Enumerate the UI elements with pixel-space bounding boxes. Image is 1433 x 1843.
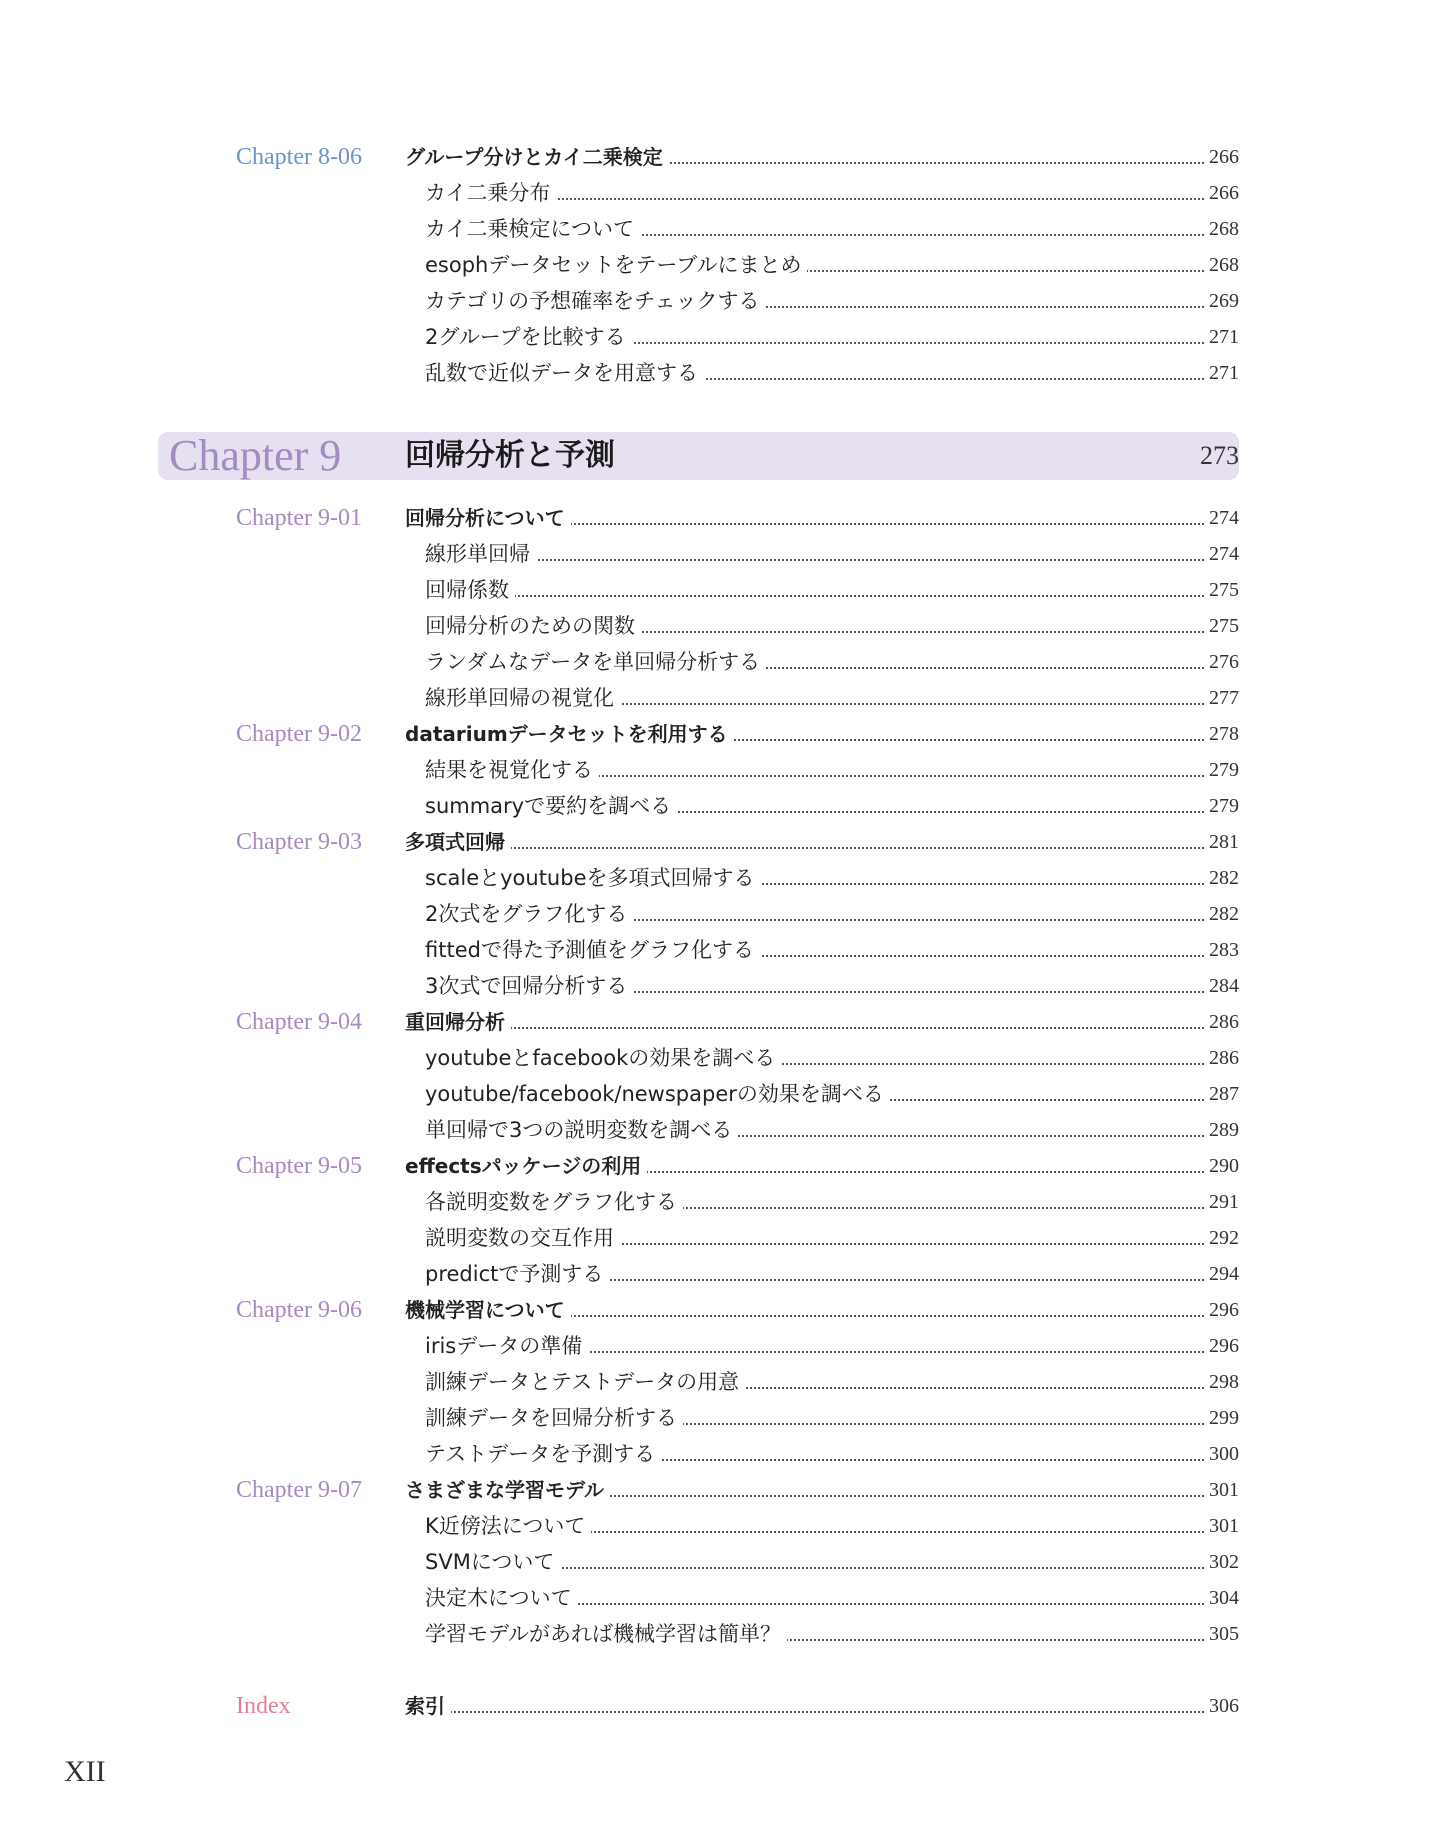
toc-entry: [0, 142, 1433, 172]
toc-entry: [0, 322, 1433, 352]
toc-subsection-title: scaleとyoutubeを多項式回帰する: [425, 863, 761, 893]
toc-subsection-title: 各説明変数をグラフ化する: [425, 1187, 683, 1217]
toc-entry: [0, 1547, 1433, 1577]
toc-entry: [0, 250, 1433, 280]
toc-page-number: 266: [1205, 142, 1239, 172]
toc-entry: [0, 755, 1433, 785]
toc-entry: [0, 1043, 1433, 1073]
toc-entry: [0, 935, 1433, 965]
toc-subsection-title: youtubeとfacebookの効果を調べる: [425, 1043, 781, 1073]
toc-subsection-title: 単回帰で3つの説明変数を調べる: [425, 1115, 738, 1145]
toc-page-number: 279: [1205, 791, 1239, 821]
toc-subsection-title: カイ二乗分布: [425, 178, 556, 208]
toc-section-title: effectsパッケージの利用: [405, 1151, 647, 1181]
toc-leader: [410, 847, 1228, 849]
toc-page-number: 286: [1205, 1007, 1239, 1037]
toc-entry: [0, 1511, 1433, 1541]
toc-page-number: 271: [1205, 322, 1239, 352]
toc-section-code: Chapter 9-01: [236, 505, 362, 531]
toc-entry: [0, 971, 1433, 1001]
toc-subsection-title: 学習モデルがあれば機械学習は簡単？: [425, 1619, 787, 1649]
toc-section-code: Chapter 9-07: [236, 1477, 362, 1503]
toc-page-number: 294: [1205, 1259, 1239, 1289]
toc-page-number: 279: [1205, 755, 1239, 785]
toc-section-title: 多項式回帰: [405, 827, 511, 857]
toc-subsection-title: irisデータの準備: [425, 1331, 588, 1361]
toc-entry: [0, 863, 1433, 893]
toc-entry: [0, 827, 1433, 857]
toc-entry: [0, 1691, 1433, 1721]
toc-page-number: 271: [1205, 358, 1239, 388]
toc-section-code: Chapter 9-05: [236, 1153, 362, 1179]
toc-subsection-title: 訓練データを回帰分析する: [425, 1403, 683, 1433]
toc-entry: [0, 1331, 1433, 1361]
toc-entry: [0, 1367, 1433, 1397]
toc-section-title: 索引: [405, 1691, 451, 1721]
toc-page-number: 274: [1205, 539, 1239, 569]
toc-entry: [0, 503, 1433, 533]
chapter-banner-title: 回帰分析と予測: [405, 438, 615, 473]
toc-section-title: 重回帰分析: [405, 1007, 511, 1037]
toc-page-number: 306: [1205, 1691, 1239, 1721]
toc-subsection-title: 決定木について: [425, 1583, 578, 1613]
toc-section-code: Chapter 9-04: [236, 1009, 362, 1035]
toc-page-number: 290: [1205, 1151, 1239, 1181]
toc-entry: [0, 1007, 1433, 1037]
chapter-banner-code: Chapter 9: [169, 431, 342, 480]
toc-page-number: 298: [1205, 1367, 1239, 1397]
toc-entry: [0, 683, 1433, 713]
toc-entry: [0, 1187, 1433, 1217]
toc-entry: [0, 1151, 1433, 1181]
toc-subsection-title: K近傍法について: [425, 1511, 591, 1541]
toc-page-number: 299: [1205, 1403, 1239, 1433]
toc-entry: [0, 1583, 1433, 1613]
toc-entry: [0, 214, 1433, 244]
toc-entry: [0, 539, 1433, 569]
toc-subsection-title: 結果を視覚化する: [425, 755, 599, 785]
toc-section-code: Chapter 9-03: [236, 829, 362, 855]
toc-subsection-title: fittedで得た予測値をグラフ化する: [425, 935, 760, 965]
toc-page-number: 289: [1205, 1115, 1239, 1145]
toc-subsection-title: カテゴリの予想確率をチェックする: [425, 286, 766, 316]
toc-section-title: 機械学習について: [405, 1295, 571, 1325]
toc-section-code: Chapter 9-02: [236, 721, 362, 747]
toc-subsection-title: 線形単回帰: [425, 539, 536, 569]
toc-entry: [0, 899, 1433, 929]
toc-subsection-title: 線形単回帰の視覚化: [425, 683, 620, 713]
toc-page-number: 275: [1205, 611, 1239, 641]
toc-entry: [0, 286, 1433, 316]
toc-subsection-title: 回帰分析のための関数: [425, 611, 641, 641]
toc-entry: [0, 1079, 1433, 1109]
toc-section-title: datariumデータセットを利用する: [405, 719, 734, 749]
toc-subsection-title: 訓練データとテストデータの用意: [425, 1367, 745, 1397]
toc-section-code: Chapter 9-06: [236, 1297, 362, 1323]
toc-entry: [0, 1403, 1433, 1433]
toc-page-number: 301: [1205, 1475, 1239, 1505]
toc-page-number: 296: [1205, 1295, 1239, 1325]
toc-page-number: 274: [1205, 503, 1239, 533]
toc-page-number: 276: [1205, 647, 1239, 677]
page-folio: XII: [64, 1755, 106, 1788]
toc-subsection-title: 2グループを比較する: [425, 322, 632, 352]
toc-subsection-title: SVMについて: [425, 1547, 560, 1577]
toc-page-number: 278: [1205, 719, 1239, 749]
toc-subsection-title: カイ二乗検定について: [425, 214, 640, 244]
toc-entry: [0, 178, 1433, 208]
toc-page-number: 302: [1205, 1547, 1239, 1577]
toc-page-number: 281: [1205, 827, 1239, 857]
toc-page-number: 304: [1205, 1583, 1239, 1613]
toc-leader: [430, 559, 1228, 561]
toc-page-number: 268: [1205, 214, 1239, 244]
toc-entry: [0, 358, 1433, 388]
toc-page-number: 269: [1205, 286, 1239, 316]
toc-entry: [0, 1115, 1433, 1145]
toc-leader: [410, 1027, 1228, 1029]
toc-entry: [0, 1475, 1433, 1505]
toc-section-code: Chapter 8-06: [236, 144, 362, 170]
toc-entry: [0, 1295, 1433, 1325]
toc-subsection-title: 回帰係数: [425, 575, 515, 605]
toc-section-title: 回帰分析について: [405, 503, 571, 533]
chapter-banner-page: 273: [1200, 441, 1239, 470]
toc-entry: [0, 575, 1433, 605]
toc-leader: [430, 595, 1228, 597]
toc-entry: [0, 1223, 1433, 1253]
toc-subsection-title: 乱数で近似データを用意する: [425, 358, 704, 388]
toc-entry: [0, 647, 1433, 677]
toc-page-number: 291: [1205, 1187, 1239, 1217]
toc-page-number: 282: [1205, 899, 1239, 929]
toc-section-title: さまざまな学習モデル: [405, 1475, 610, 1505]
toc-subsection-title: テストデータを予測する: [425, 1439, 661, 1469]
toc-entry: [0, 719, 1433, 749]
toc-subsection-title: 3次式で回帰分析する: [425, 971, 633, 1001]
toc-leader: [410, 1711, 1228, 1713]
toc-page-number: 300: [1205, 1439, 1239, 1469]
toc-page-number: 287: [1205, 1079, 1239, 1109]
toc-page-number: 296: [1205, 1331, 1239, 1361]
toc-subsection-title: 説明変数の交互作用: [425, 1223, 620, 1253]
toc-section-code: Index: [236, 1693, 291, 1719]
toc-page-number: 292: [1205, 1223, 1239, 1253]
toc-subsection-title: esophデータセットをテーブルにまとめ: [425, 250, 807, 280]
toc-entry: [0, 611, 1433, 641]
toc-entry: [0, 1619, 1433, 1649]
toc-page-number: 286: [1205, 1043, 1239, 1073]
toc-page-number: 282: [1205, 863, 1239, 893]
toc-entry: [0, 1259, 1433, 1289]
toc-page-number: 275: [1205, 575, 1239, 605]
toc-entry: [0, 791, 1433, 821]
toc-subsection-title: predictで予測する: [425, 1259, 609, 1289]
toc-page-number: 283: [1205, 935, 1239, 965]
toc-page-number: 268: [1205, 250, 1239, 280]
toc-subsection-title: youtube/facebook/newspaperの効果を調べる: [425, 1079, 890, 1109]
toc-subsection-title: ランダムなデータを単回帰分析する: [425, 647, 766, 677]
toc-page-number: 305: [1205, 1619, 1239, 1649]
toc-entry: [0, 1439, 1433, 1469]
toc-subsection-title: 2次式をグラフ化する: [425, 899, 633, 929]
toc-page-number: 284: [1205, 971, 1239, 1001]
toc-subsection-title: summaryで要約を調べる: [425, 791, 677, 821]
toc-page-number: 266: [1205, 178, 1239, 208]
toc-page-number: 277: [1205, 683, 1239, 713]
toc-section-title: グループ分けとカイ二乗検定: [405, 142, 669, 172]
toc-page-number: 301: [1205, 1511, 1239, 1541]
